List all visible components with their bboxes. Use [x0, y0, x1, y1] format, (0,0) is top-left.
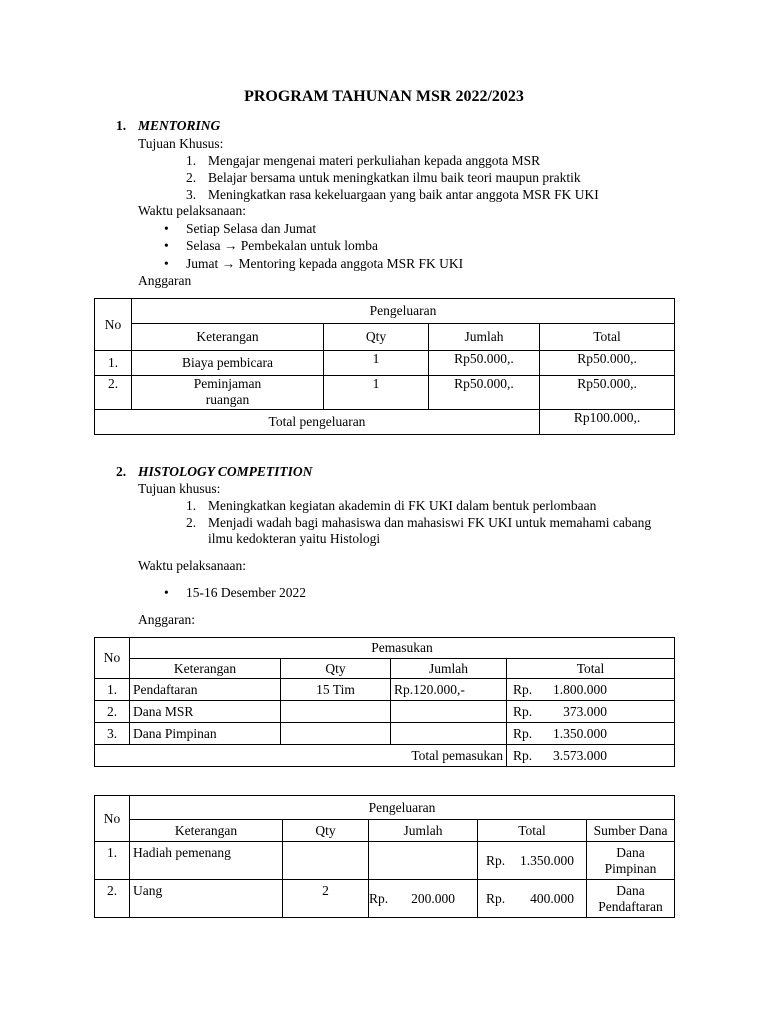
col-header-no: No: [95, 638, 130, 679]
time-item: • Jumat → Mentoring kepada anggota MSR FK UKI: [186, 256, 463, 272]
cell-desc: Peminjaman ruangan: [132, 376, 324, 410]
total-label: Total pengeluaran: [95, 410, 540, 435]
cell-desc: Dana Pimpinan: [130, 723, 281, 745]
cell-total: Rp. 1.350.000: [507, 723, 675, 745]
col-header-no: No: [95, 796, 130, 842]
cell-desc: Dana MSR: [130, 701, 281, 723]
cell-no: 2.: [95, 376, 132, 410]
total-value: Rp100.000,.: [540, 410, 675, 435]
col-header: Qty: [324, 324, 429, 351]
time-label: Waktu pelaksanaan:: [138, 558, 246, 573]
goal-item: Mengajar mengenai materi perkuliahan kepada anggota MSR: [208, 153, 541, 168]
cell-total: Rp. 400.000: [478, 880, 587, 918]
cell-no: 2.: [95, 880, 130, 918]
histology-income-table: [94, 637, 675, 767]
table-row: [95, 679, 675, 701]
col-header: Qty: [283, 820, 369, 842]
cell-desc: Pendaftaran: [130, 679, 281, 701]
goal-number: 1.: [186, 498, 197, 513]
cell-desc: Uang: [130, 880, 283, 918]
budget-label: Anggaran: [138, 273, 192, 288]
cell-amount: Rp.120.000,-: [391, 679, 507, 701]
goal-number: 1.: [186, 153, 197, 168]
cell-amount: [391, 701, 507, 723]
cell-amount: [369, 842, 478, 880]
col-header: Keterangan: [132, 324, 324, 351]
cell-total: Rp. 373.000: [507, 701, 675, 723]
cell-total: Rp. 1.350.000: [478, 842, 587, 880]
goal-item: Meningkatkan kegiatan akademin di FK UKI dalam bentuk perlombaan: [208, 498, 597, 513]
table-row: [95, 880, 675, 918]
col-header: Total: [540, 324, 675, 351]
time-item: • Selasa → Pembekalan untuk lomba: [186, 238, 378, 254]
col-header-no: No: [95, 299, 132, 351]
cell-qty: [281, 723, 391, 745]
goal-item: Meningkatkan rasa kekeluargaan yang baik antar anggota MSR FK UKI: [208, 187, 599, 202]
table-row: [95, 351, 675, 376]
group-header: Pengeluaran: [132, 299, 675, 324]
goal-number: 2.: [186, 515, 197, 530]
mentoring-expense-table: [94, 298, 675, 435]
histology-expense-table: [94, 795, 675, 918]
col-header: Jumlah: [369, 820, 478, 842]
cell-no: 2.: [95, 701, 130, 723]
cell-amount: [391, 723, 507, 745]
col-header: Keterangan: [130, 659, 281, 679]
col-header: Total: [507, 659, 675, 679]
table-row: [95, 842, 675, 880]
col-header: Sumber Dana: [587, 820, 675, 842]
cell-qty: [281, 701, 391, 723]
col-header: Keterangan: [130, 820, 283, 842]
cell-desc: Biaya pembicara: [132, 351, 324, 376]
total-value: Rp. 3.573.000: [507, 745, 675, 767]
page-title: PROGRAM TAHUNAN MSR 2022/2023: [244, 88, 524, 105]
time-item: • Setiap Selasa dan Jumat: [186, 221, 316, 237]
cell-amount: Rp50.000,.: [429, 376, 540, 410]
goal-item: Belajar bersama untuk meningkatkan ilmu baik teori maupun praktik: [208, 170, 581, 185]
cell-qty: [283, 842, 369, 880]
cell-amount: Rp50.000,.: [429, 351, 540, 376]
table-row: [95, 701, 675, 723]
cell-total: Rp. 1.800.000: [507, 679, 675, 701]
cell-qty: 1: [324, 376, 429, 410]
total-label: Total pemasukan: [95, 745, 507, 767]
cell-total: Rp50.000,.: [540, 351, 675, 376]
cell-no: 1.: [95, 679, 130, 701]
cell-no: 3.: [95, 723, 130, 745]
section-heading-mentoring: 1. MENTORING: [116, 118, 221, 133]
cell-desc: Hadiah pemenang: [130, 842, 283, 880]
goal-item: Menjadi wadah bagi mahasiswa dan mahasiswi FK UKI untuk memahami cabang ilmu kedokteran yaitu Histologi: [208, 515, 652, 546]
cell-source: Dana Pimpinan: [587, 842, 675, 880]
cell-source: Dana Pendaftaran: [587, 880, 675, 918]
cell-no: 1.: [95, 842, 130, 880]
cell-amount: Rp. 200.000: [369, 880, 478, 918]
goal-number: 2.: [186, 170, 197, 185]
time-label: Waktu pelaksanaan:: [138, 203, 246, 218]
table-row: [95, 376, 675, 410]
goal-number: 3.: [186, 187, 197, 202]
section-heading-histology: 2. HISTOLOGY COMPETITION: [116, 464, 313, 479]
table-row: [95, 723, 675, 745]
group-header: Pemasukan: [130, 638, 675, 659]
cell-total: Rp50.000,.: [540, 376, 675, 410]
col-header: Qty: [281, 659, 391, 679]
budget-label: Anggaran:: [138, 612, 195, 627]
cell-qty: 1: [324, 351, 429, 376]
goals-label: Tujuan khusus:: [138, 481, 221, 496]
cell-qty: 15 Tim: [281, 679, 391, 701]
col-header: Jumlah: [391, 659, 507, 679]
col-header: Total: [478, 820, 587, 842]
time-item: • 15-16 Desember 2022: [186, 585, 306, 601]
cell-no: 1.: [95, 351, 132, 376]
goals-label: Tujuan Khusus:: [138, 136, 224, 151]
col-header: Jumlah: [429, 324, 540, 351]
cell-qty: 2: [283, 880, 369, 918]
group-header: Pengeluaran: [130, 796, 675, 820]
